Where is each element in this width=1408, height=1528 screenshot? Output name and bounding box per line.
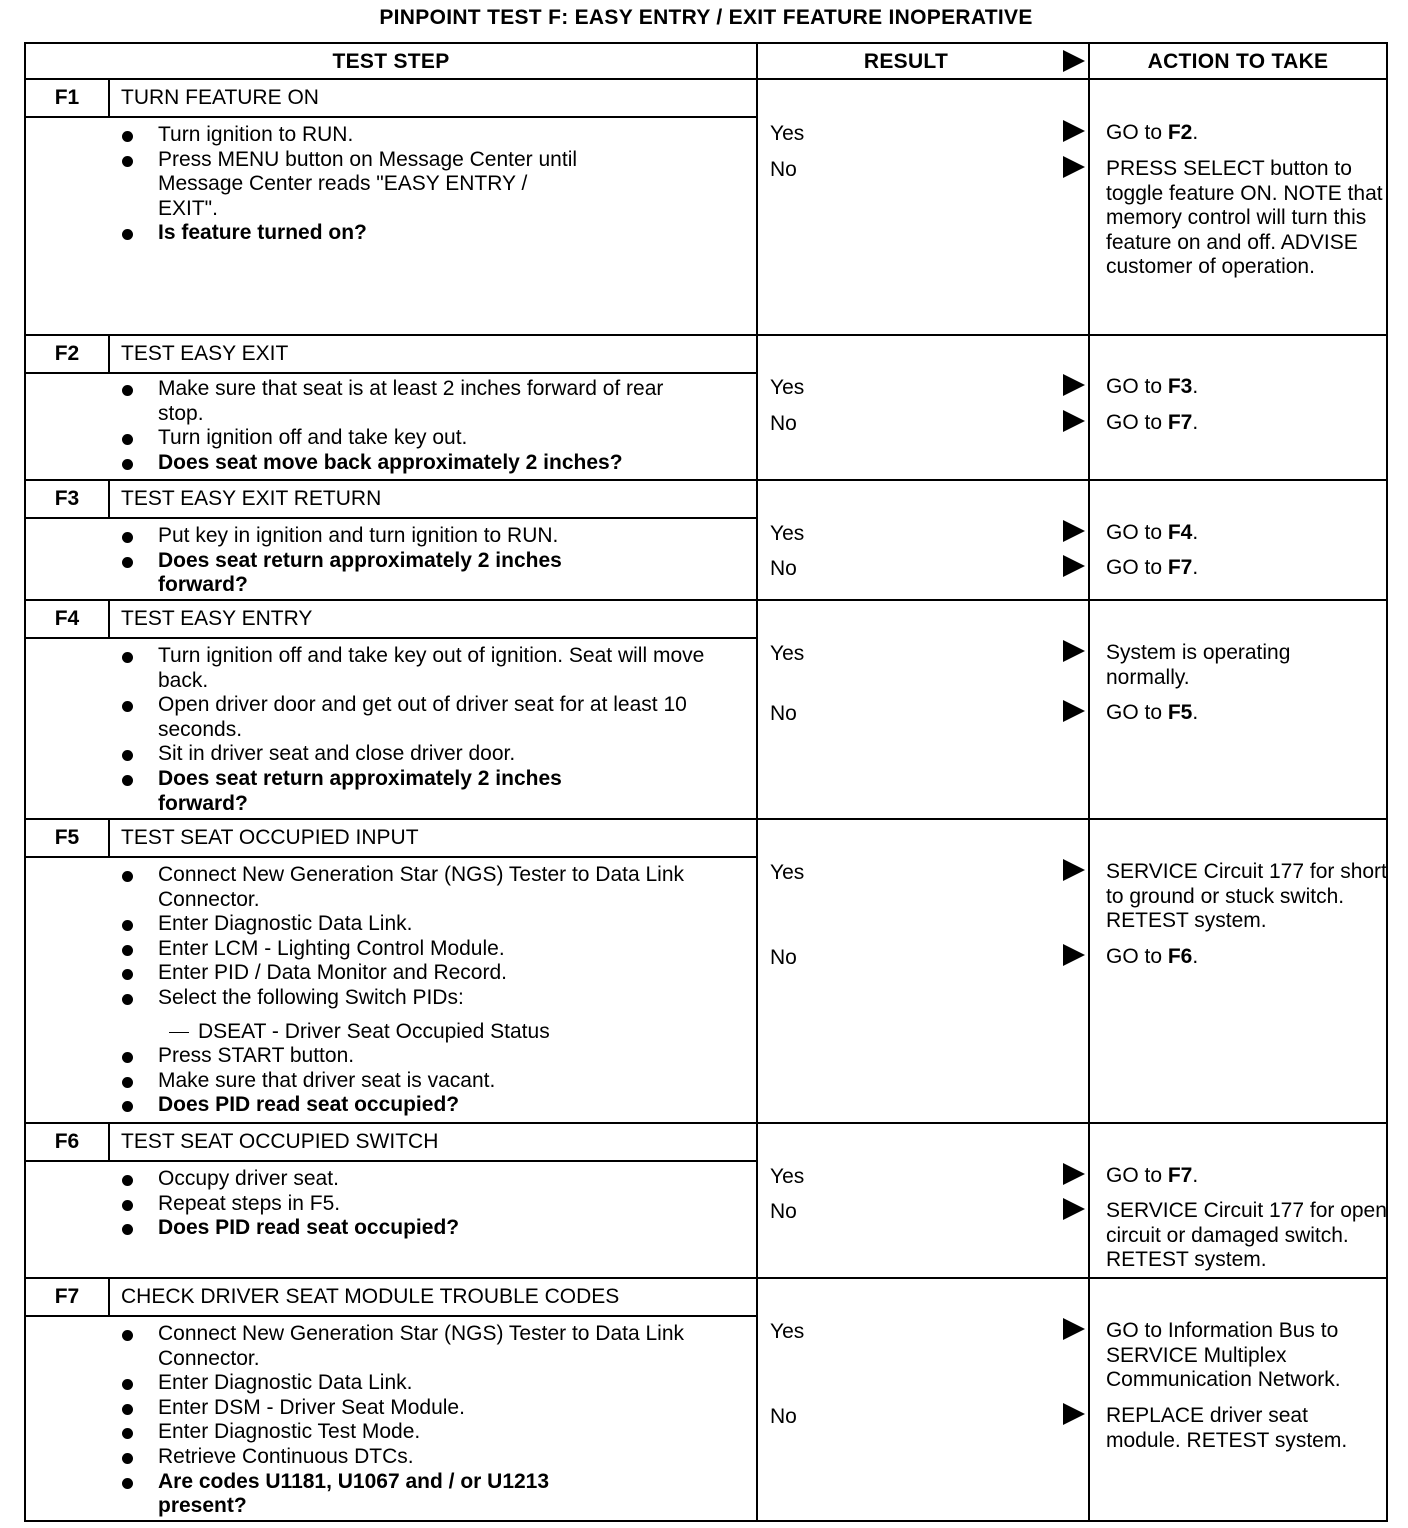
step-f4	[26, 601, 756, 818]
pinpoint-test-table	[24, 42, 1388, 1522]
step-bullet: Retrieve Continuous DTCs.	[26, 1445, 756, 1470]
divider-result-action	[1088, 44, 1090, 1520]
arrow-right-icon	[1063, 50, 1085, 72]
step-bullet: Enter Diagnostic Data Link.	[26, 912, 756, 937]
step-bullet: Enter PID / Data Monitor and Record.	[26, 961, 756, 986]
header-test-step: TEST STEP	[332, 50, 450, 73]
step-bullet: Make sure that driver seat is vacant.	[26, 1069, 756, 1094]
step-question: Does PID read seat occupied?	[26, 1216, 756, 1241]
step-question: Does PID read seat occupied?	[26, 1093, 756, 1118]
step-title: TEST SEAT OCCUPIED INPUT	[121, 826, 419, 849]
arrow-right-icon	[1063, 944, 1085, 966]
step-bullet: Connect New Generation Star (NGS) Tester to Data Link Connector.	[26, 1322, 718, 1371]
result-no: No	[770, 158, 797, 181]
action-yes: System is operating normally.	[1106, 641, 1291, 689]
arrow-right-icon	[1063, 555, 1085, 577]
action-no: REPLACE driver seat module. RETEST system.	[1106, 1404, 1348, 1452]
step-bullet: Sit in driver seat and close driver door.	[26, 742, 756, 767]
action-no: GO to F7.	[1106, 556, 1199, 579]
step-title: CHECK DRIVER SEAT MODULE TROUBLE CODES	[121, 1285, 620, 1308]
step-title: TEST EASY EXIT	[121, 342, 289, 365]
step-bullet: Turn ignition to RUN.	[26, 123, 756, 148]
action-yes: GO to Information Bus to SERVICE Multiplex Communication Network.	[1106, 1319, 1341, 1392]
result-no: No	[770, 946, 797, 969]
step-f6	[26, 1124, 756, 1277]
arrow-right-icon	[1063, 1318, 1085, 1340]
step-bullet: Enter LCM - Lighting Control Module.	[26, 937, 756, 962]
header-result: RESULT	[863, 50, 949, 73]
header-action: ACTION TO TAKE	[1147, 50, 1329, 73]
arrow-right-icon	[1063, 120, 1085, 142]
step-id-divider	[108, 80, 110, 116]
divider-step-result	[756, 44, 758, 1520]
arrow-right-icon	[1063, 1163, 1085, 1185]
step-bullet: Press MENU button on Message Center until Message Center reads "EASY ENTRY / EXIT".	[26, 148, 578, 222]
result-yes: Yes	[770, 376, 805, 399]
action-no: GO to F5.	[1106, 701, 1199, 724]
arrow-right-icon	[1063, 640, 1085, 662]
result-no: No	[770, 557, 797, 580]
step-id-divider	[108, 481, 110, 517]
action-yes: GO to F7.	[1106, 1164, 1199, 1187]
action-no: PRESS SELECT button to toggle feature ON. NOTE that memory control will turn this feature on and off. ADVISE customer of operation.	[1106, 157, 1383, 279]
step-id-divider	[108, 601, 110, 637]
step-bullet: Connect New Generation Star (NGS) Tester to Data Link Connector.	[26, 863, 718, 912]
arrow-right-icon	[1063, 374, 1085, 396]
action-yes: GO to F2.	[1106, 121, 1199, 144]
step-question: Does seat move back approximately 2 inches?	[26, 451, 756, 476]
action-yes: GO to F4.	[1106, 521, 1199, 544]
action-no: SERVICE Circuit 177 for open circuit or damaged switch. RETEST system.	[1106, 1199, 1387, 1272]
action-yes: SERVICE Circuit 177 for short to ground or stuck switch. RETEST system.	[1106, 860, 1387, 933]
step-bullet: Make sure that seat is at least 2 inches forward of rear stop.	[26, 377, 698, 426]
step-id: F6	[54, 1130, 80, 1153]
step-id: F4	[54, 607, 80, 630]
page-title: PINPOINT TEST F: EASY ENTRY / EXIT FEATURE INOPERATIVE	[379, 6, 1033, 29]
action-no: GO to F6.	[1106, 945, 1199, 968]
step-id-divider	[108, 1124, 110, 1160]
result-yes: Yes	[770, 861, 805, 884]
step-bullet: Enter Diagnostic Test Mode.	[26, 1420, 756, 1445]
step-bullet: Turn ignition off and take key out.	[26, 426, 756, 451]
step-title: TURN FEATURE ON	[121, 86, 319, 109]
step-bullet: Enter Diagnostic Data Link.	[26, 1371, 756, 1396]
result-yes: Yes	[770, 642, 805, 665]
step-id: F3	[54, 487, 80, 510]
step-id: F1	[54, 86, 80, 109]
action-no: GO to F7.	[1106, 411, 1199, 434]
arrow-right-icon	[1063, 1198, 1085, 1220]
step-bullet: Select the following Switch PIDs:	[26, 986, 756, 1011]
arrow-right-icon	[1063, 156, 1085, 178]
step-f3	[26, 481, 756, 599]
step-id: F5	[54, 826, 80, 849]
step-title: TEST EASY EXIT RETURN	[121, 487, 382, 510]
step-id-divider	[108, 820, 110, 856]
step-bullet: Press START button.	[26, 1044, 756, 1069]
result-no: No	[770, 1200, 797, 1223]
result-no: No	[770, 1405, 797, 1428]
step-question: Is feature turned on?	[26, 221, 756, 246]
action-yes: GO to F3.	[1106, 375, 1199, 398]
step-bullet: Repeat steps in F5.	[26, 1192, 756, 1217]
step-f5	[26, 820, 756, 1122]
step-question: Does seat return approximately 2 inches forward?	[26, 767, 618, 816]
result-yes: Yes	[770, 1165, 805, 1188]
step-bullet: Open driver door and get out of driver seat for at least 10 seconds.	[26, 693, 688, 742]
arrow-right-icon	[1063, 410, 1085, 432]
step-title: TEST SEAT OCCUPIED SWITCH	[121, 1130, 439, 1153]
step-bullet: Occupy driver seat.	[26, 1167, 756, 1192]
result-no: No	[770, 412, 797, 435]
step-bullet: Turn ignition off and take key out of ignition. Seat will move back.	[26, 644, 738, 693]
arrow-right-icon	[1063, 700, 1085, 722]
step-sub-item: DSEAT - Driver Seat Occupied Status	[26, 1020, 756, 1045]
arrow-right-icon	[1063, 859, 1085, 881]
step-title: TEST EASY ENTRY	[121, 607, 313, 630]
result-no: No	[770, 702, 797, 725]
step-bullet: Enter DSM - Driver Seat Module.	[26, 1396, 756, 1421]
step-id-divider	[108, 336, 110, 372]
step-f1	[26, 80, 756, 334]
step-id: F2	[54, 342, 80, 365]
result-yes: Yes	[770, 122, 805, 145]
result-yes: Yes	[770, 1320, 805, 1343]
arrow-right-icon	[1063, 520, 1085, 542]
step-question: Are codes U1181, U1067 and / or U1213 present?	[26, 1470, 628, 1519]
result-yes: Yes	[770, 522, 805, 545]
step-bullet: Put key in ignition and turn ignition to RUN.	[26, 524, 756, 549]
step-f7	[26, 1279, 756, 1521]
step-id-divider	[108, 1279, 110, 1315]
step-f2	[26, 336, 756, 479]
arrow-right-icon	[1063, 1403, 1085, 1425]
step-question: Does seat return approximately 2 inches forward?	[26, 549, 618, 598]
step-id: F7	[54, 1285, 80, 1308]
